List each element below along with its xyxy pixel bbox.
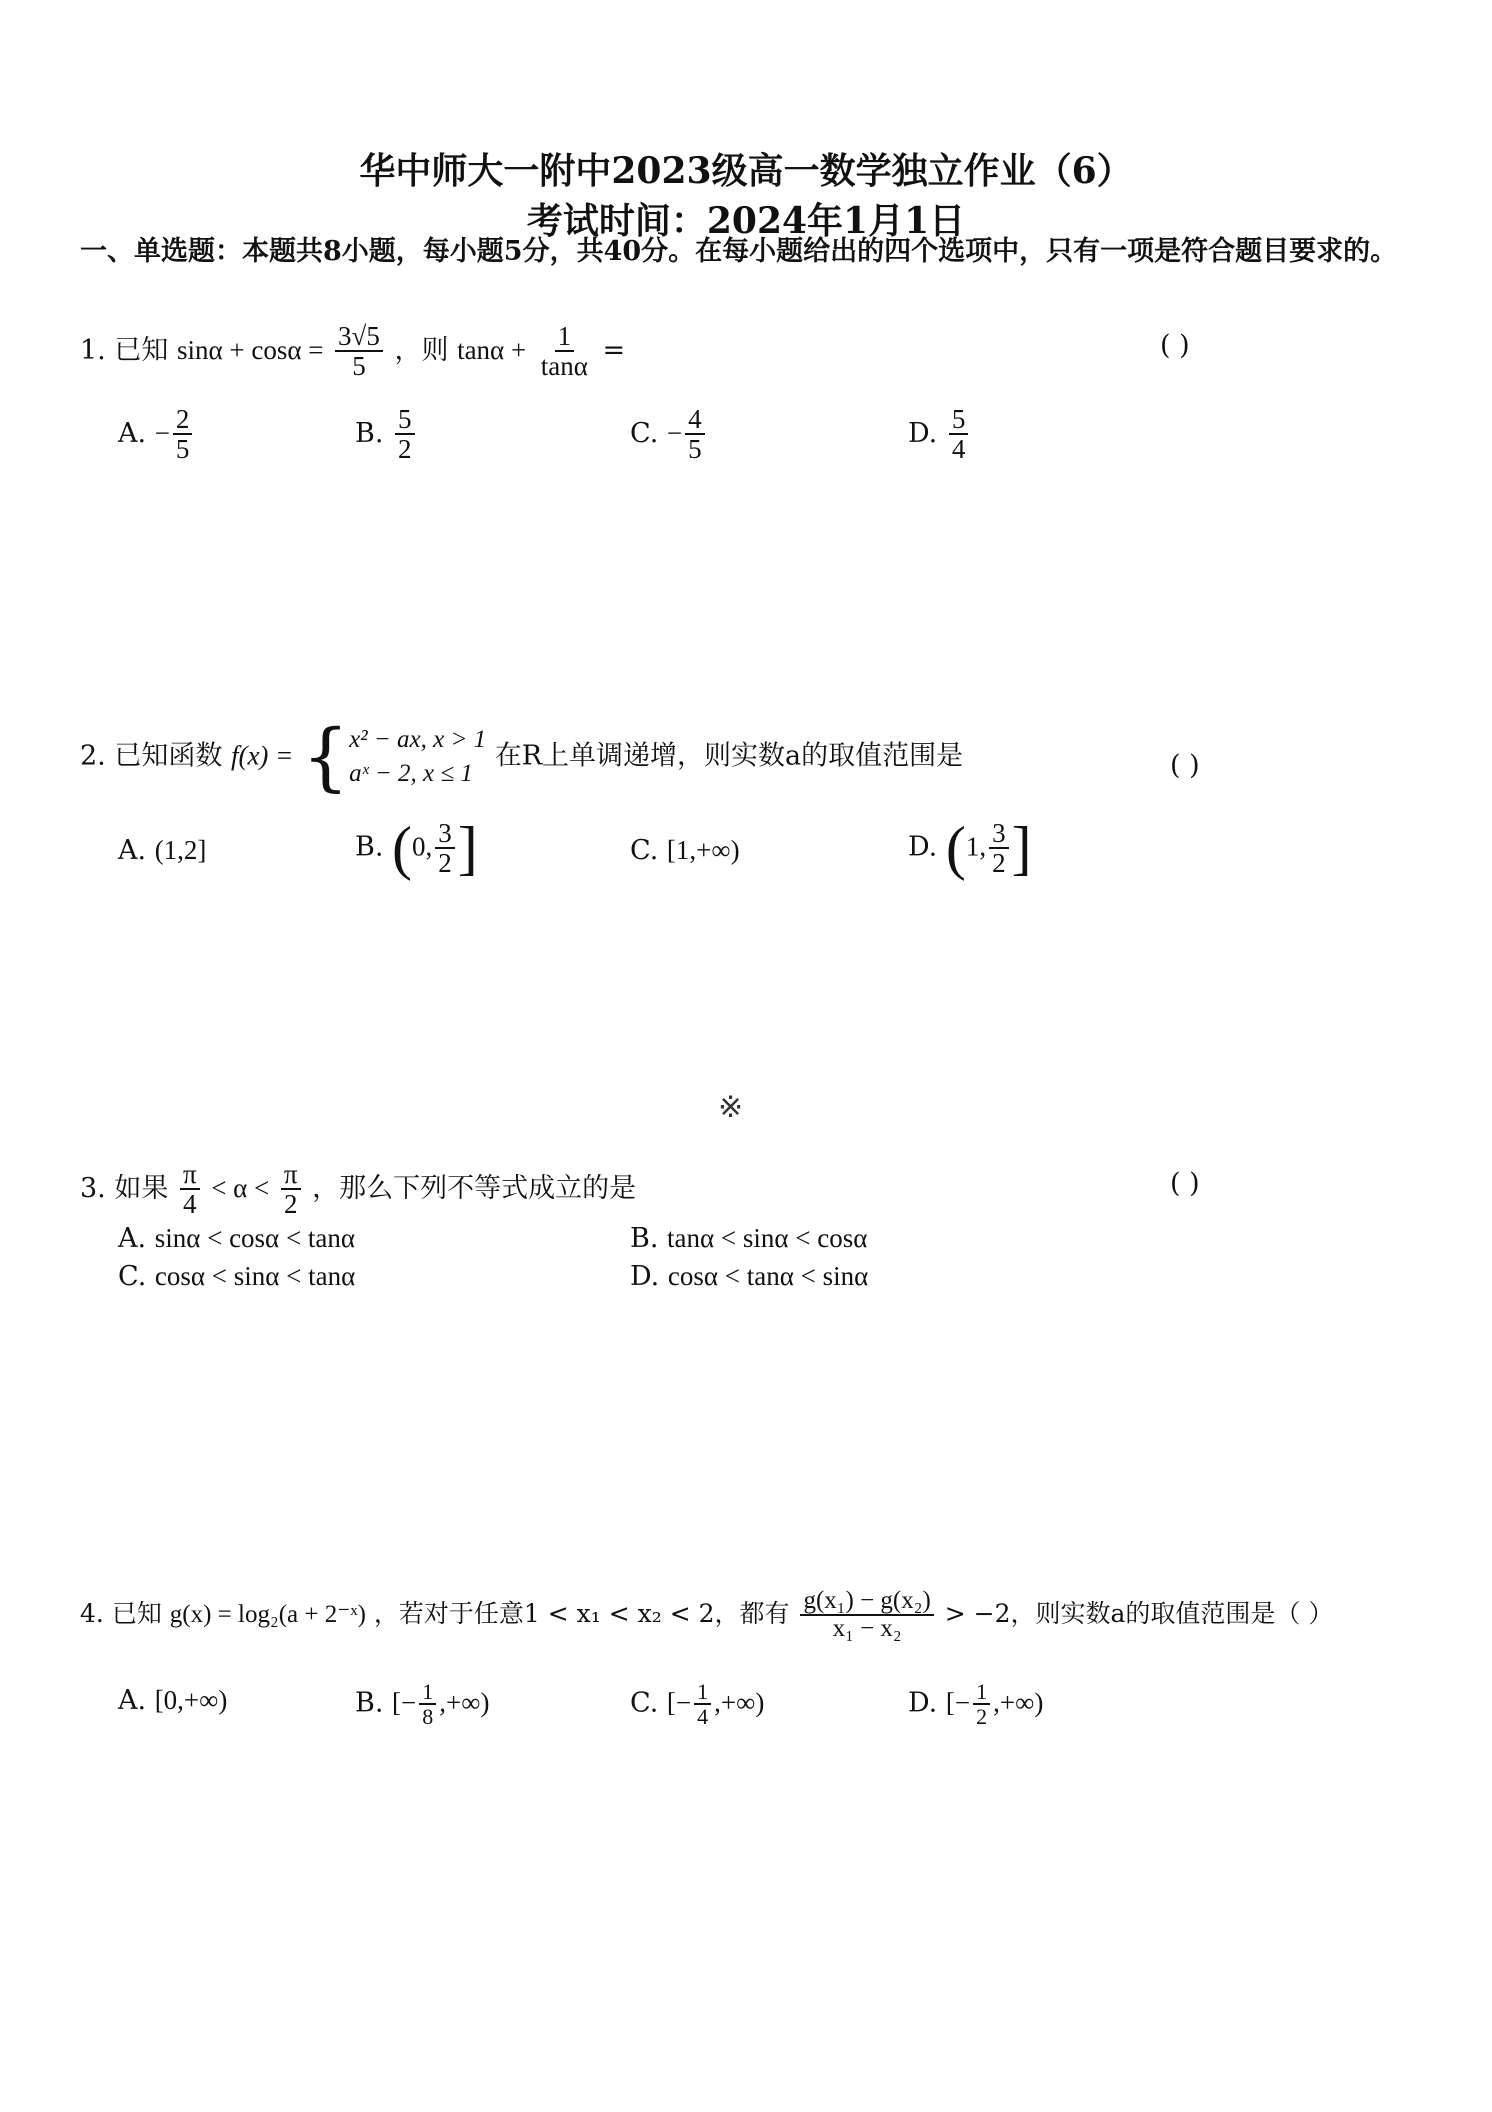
option-label: B. <box>355 417 384 449</box>
option-label: C. <box>118 1261 147 1292</box>
q3-option-c[interactable] <box>118 1256 355 1297</box>
q4-option-b[interactable] <box>355 1680 489 1728</box>
q4-tail: > −2，则实数a的取值范围是（ ） <box>944 1598 1334 1628</box>
option-label: A. <box>118 835 147 866</box>
frac-den: 8 <box>422 1704 434 1730</box>
option-value: cosα < tanα < sinα <box>667 1261 869 1291</box>
q4-lead: 已知 <box>111 1598 162 1628</box>
frac-den: 2 <box>992 848 1006 878</box>
frac-den: 5 <box>688 434 702 465</box>
q1-option-a[interactable] <box>118 405 195 464</box>
interval-open: [− <box>666 1687 692 1718</box>
q4-option-c[interactable] <box>630 1680 764 1728</box>
option-label: B. <box>355 831 384 863</box>
section-heading: 一、单选题：本题共8小题，每小题5分，共40分。在每小题给出的四个选项中，只有一项是符合题目要求的。 <box>80 236 1398 267</box>
q2-answer-paren: ( ) <box>1170 750 1200 781</box>
frac-den: 2 <box>976 1704 988 1730</box>
option-label: B. <box>355 1687 384 1719</box>
option-label: D. <box>908 831 938 863</box>
q1-fraction2 <box>538 322 591 381</box>
question-1 <box>80 322 625 381</box>
frac-num: 5 <box>395 405 415 435</box>
q1-equals: = <box>602 334 626 366</box>
q2-lead: 已知函数 <box>114 740 223 772</box>
option-label: B. <box>630 1223 659 1254</box>
q4-option-a[interactable] <box>118 1680 227 1721</box>
interval-left: 0, <box>412 831 433 862</box>
q3-option-a[interactable] <box>118 1218 355 1259</box>
q4-option-d[interactable] <box>908 1680 1043 1728</box>
q2-option-d[interactable] <box>908 815 1032 881</box>
close-bracket: ] <box>457 815 478 881</box>
frac-num: 1 <box>694 1680 711 1705</box>
center-mark: ※ <box>718 1090 744 1125</box>
q2-case-2: aˣ − 2, x ≤ 1 <box>349 760 473 787</box>
open-bracket: ( <box>945 815 966 881</box>
option-value: [0,+∞) <box>154 1685 228 1715</box>
option-fraction <box>419 1680 436 1728</box>
q4-cond: ，若对于任意1 < x₁ < x₂ < 2，都有 <box>373 1598 790 1628</box>
q1-frac-den: 5 <box>352 351 366 382</box>
q1-expr2: tanα + <box>457 334 527 365</box>
option-value: (1,2] <box>154 835 207 865</box>
q2-cases <box>349 723 486 791</box>
q2-tail: 在R上单调递增，则实数a的取值范围是 <box>494 740 964 772</box>
q1-frac2-num: 1 <box>555 322 575 352</box>
option-fraction <box>395 405 415 464</box>
interval-close: ,+∞) <box>439 1687 490 1718</box>
option-label: D. <box>630 1261 660 1292</box>
q1-expr: sinα + cosα = <box>176 334 324 365</box>
frac-num: g(x₁) − g(x₂) <box>800 1588 933 1616</box>
option-fraction <box>973 1680 990 1728</box>
frac-den: 5 <box>175 434 190 465</box>
option-sign: − <box>666 417 683 448</box>
q4-fraction <box>800 1588 933 1643</box>
q1-number: 1. <box>80 334 106 366</box>
q3-mid: < α < <box>211 1172 270 1203</box>
q3-lead: 如果 <box>114 1172 169 1204</box>
frac-num: 3 <box>435 819 455 849</box>
q2-brace: { <box>301 714 350 800</box>
q2-option-c[interactable] <box>630 830 740 871</box>
frac-num: 3 <box>989 819 1009 849</box>
question-4 <box>80 1588 1333 1643</box>
interval-left: 1, <box>965 831 987 862</box>
q2-case-1: x² − ax, x > 1 <box>349 726 487 753</box>
option-value: [1,+∞) <box>666 835 740 865</box>
option-label: C. <box>630 1687 659 1719</box>
option-label: C. <box>630 835 659 866</box>
frac-den: 2 <box>438 848 452 878</box>
frac-den: 4 <box>183 1189 197 1220</box>
option-label: D. <box>908 417 938 449</box>
q3-fraction-2 <box>281 1160 301 1219</box>
option-label: D. <box>908 1687 938 1719</box>
option-fraction <box>694 1680 711 1728</box>
option-fraction <box>173 405 193 464</box>
q3-option-d[interactable] <box>630 1256 868 1297</box>
q3-option-b[interactable] <box>630 1218 867 1259</box>
exam-title: 华中师大一附中2023级高一数学独立作业（6） <box>359 150 1133 192</box>
frac-den: 2 <box>283 1189 298 1220</box>
q3-number: 3. <box>80 1172 106 1204</box>
option-fraction <box>685 405 705 464</box>
close-bracket: ] <box>1011 815 1032 881</box>
q2-number: 2. <box>80 740 106 772</box>
option-value: cosα < sinα < tanα <box>154 1261 356 1291</box>
option-fraction <box>989 819 1009 878</box>
interval-close: ,+∞) <box>714 1687 765 1718</box>
option-label: A. <box>118 417 147 449</box>
frac-num: 2 <box>173 405 193 435</box>
frac-den: 4 <box>951 434 966 465</box>
q1-fraction <box>335 322 383 381</box>
q3-answer-paren: ( ) <box>1170 1168 1200 1199</box>
option-label: A. <box>118 1223 147 1254</box>
q1-then: ，则 <box>394 334 449 366</box>
interval-open: [− <box>945 1687 971 1718</box>
q2-option-a[interactable] <box>118 830 206 871</box>
frac-num: π <box>281 1160 301 1190</box>
interval-open: [− <box>392 1687 417 1718</box>
q3-tail: ，那么下列不等式成立的是 <box>312 1172 637 1204</box>
q1-lead: 已知 <box>114 334 169 366</box>
option-value: tanα < sinα < cosα <box>667 1223 868 1253</box>
frac-num: 4 <box>685 405 705 435</box>
frac-den: x₁ − x₂ <box>832 1615 902 1643</box>
q1-frac-num: 3√5 <box>335 322 383 352</box>
option-sign: − <box>154 417 170 448</box>
q4-number: 4. <box>80 1598 104 1628</box>
frac-den: 2 <box>398 434 412 465</box>
q1-option-b[interactable] <box>355 405 418 464</box>
q2-option-b[interactable] <box>355 815 478 881</box>
q1-frac2-den: tanα <box>540 351 588 382</box>
q4-func: g(x) = log₂(a + 2⁻ˣ) <box>169 1600 366 1628</box>
exam-date: 考试时间：2024年1月1日 <box>526 200 966 242</box>
q1-option-d[interactable] <box>908 405 971 464</box>
option-value: sinα < cosα < tanα <box>154 1223 356 1253</box>
open-bracket: ( <box>392 815 413 881</box>
option-fraction <box>949 405 969 464</box>
option-label: A. <box>118 1685 147 1716</box>
frac-den: 4 <box>697 1704 709 1730</box>
option-label: C. <box>630 417 659 449</box>
question-2 <box>80 714 964 800</box>
q1-answer-paren: ( ) <box>1160 330 1190 361</box>
frac-num: 1 <box>973 1680 990 1705</box>
frac-num: π <box>180 1160 200 1190</box>
q1-option-c[interactable] <box>630 405 708 464</box>
q3-fraction-1 <box>180 1160 200 1219</box>
interval-close: ,+∞) <box>993 1687 1044 1718</box>
frac-num: 1 <box>419 1680 436 1705</box>
q2-func: f(x) = <box>230 740 294 771</box>
frac-num: 5 <box>949 405 969 435</box>
option-fraction <box>435 819 455 878</box>
question-3 <box>80 1160 636 1219</box>
